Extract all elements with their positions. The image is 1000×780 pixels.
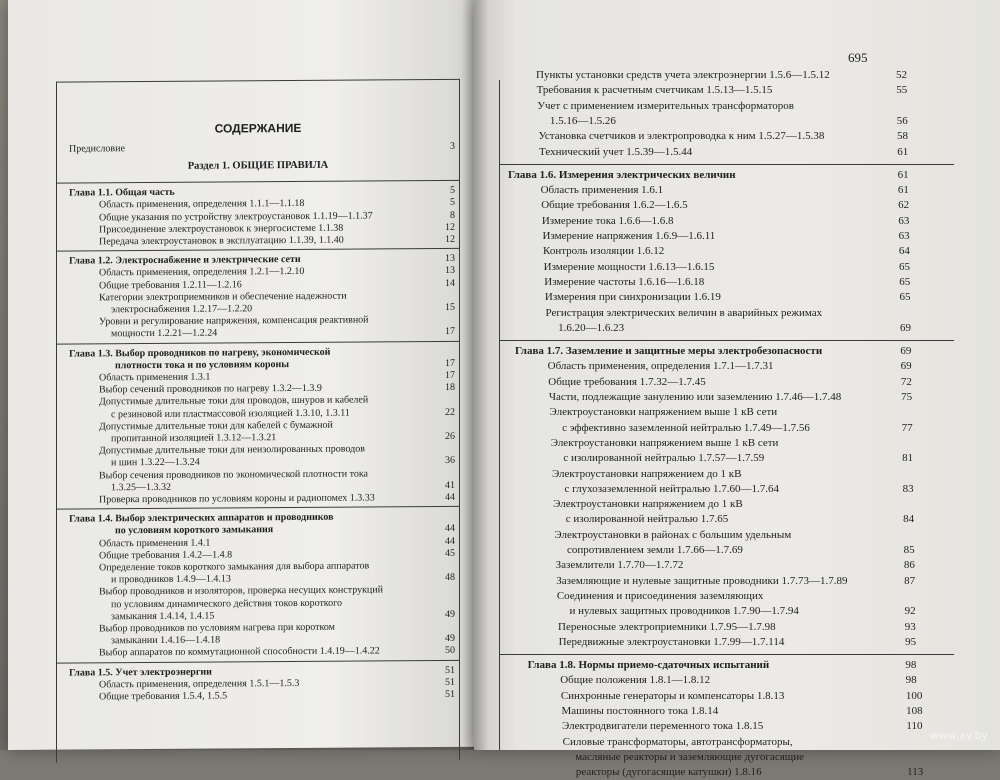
toc-entry-page: 83 bbox=[902, 482, 914, 495]
toc-entry-text: 1.6.20—1.6.23 bbox=[558, 321, 625, 334]
toc-entry-page: 3 bbox=[450, 140, 455, 152]
toc-entry-text: Выбор проводников и изоляторов, проверка несущих конструкций bbox=[99, 584, 383, 598]
toc-entry-page: 58 bbox=[896, 130, 908, 143]
toc-entry-page: 41 bbox=[445, 479, 455, 491]
toc-entry-page: 5 bbox=[450, 185, 455, 197]
toc-entry-page: 75 bbox=[901, 391, 913, 403]
toc-entry-page: 18 bbox=[445, 382, 455, 394]
toc-entry-text: Выбор проводников по условиям нагрева при коротком bbox=[99, 621, 335, 635]
toc-entry-text: и проводников 1.4.9—1.4.13 bbox=[111, 573, 231, 586]
toc-entry-text: Заземлители 1.7.70—1.7.72 bbox=[555, 559, 684, 572]
toc-entry-text: Регистрация электрических величин в аварийных режимах bbox=[545, 306, 823, 319]
toc-entry-page: 61 bbox=[897, 168, 909, 181]
toc-entry-text: Выбор сечений проводников по нагреву 1.3.2—1.3.9 bbox=[99, 382, 322, 396]
toc-entry-text: 1.5.16—1.5.26 bbox=[549, 114, 616, 127]
toc-entry-text: 1.3.25—1.3.32 bbox=[111, 481, 171, 494]
toc-entry-text: с изолированной нейтралью 1.7.57—1.7.59 bbox=[563, 452, 765, 465]
toc-entry-text: Общие требования 1.4.2—1.4.8 bbox=[99, 549, 233, 562]
toc-entry bbox=[523, 750, 993, 765]
toc-entry-page: 85 bbox=[903, 544, 915, 556]
toc-entry-text: и нулевых защитных проводников 1.7.90—1.7.94 bbox=[569, 605, 799, 618]
toc-entry-text: Общие положения 1.8.1—1.8.12 bbox=[560, 674, 711, 687]
toc-entry-text: масляные реакторы и заземляющие дугогасящие bbox=[575, 750, 804, 763]
toc-entry-page: 72 bbox=[900, 375, 912, 388]
toc-entry bbox=[504, 275, 974, 290]
toc-entry-page: 45 bbox=[445, 547, 455, 559]
toc-entry-page: 63 bbox=[898, 230, 910, 242]
toc-entry-text: по условиям динамического действия токов короткого bbox=[111, 597, 343, 610]
toc-entry-page: 5 bbox=[450, 197, 455, 209]
toc-entry-text: Выбор сечения проводников по экономической плотности тока bbox=[99, 468, 368, 481]
toc-entry bbox=[508, 359, 978, 374]
toc-entry-text: Область применения, определения 1.2.1—1.2.10 bbox=[99, 266, 305, 279]
toc-entry-text: Передвижные электроустановки 1.7.99—1.7.114 bbox=[558, 635, 785, 648]
toc-entry-page: 93 bbox=[904, 620, 916, 633]
toc-entry bbox=[514, 528, 984, 543]
toc-entry-page: 61 bbox=[897, 145, 909, 158]
toc-entry bbox=[515, 543, 985, 558]
toc-title: СОДЕРЖАНИЕ bbox=[214, 120, 302, 136]
watermark: www.ay.by bbox=[929, 729, 988, 742]
toc-entry-page: 69 bbox=[900, 345, 912, 358]
toc-entry-page: 65 bbox=[899, 275, 911, 288]
toc-entry-text: с эффективно заземленной нейтралью 1.7.49—1.7.56 bbox=[562, 421, 810, 434]
toc-entry bbox=[57, 688, 459, 705]
toc-entry-page: 98 bbox=[905, 659, 917, 672]
toc-entry-page: 63 bbox=[898, 214, 910, 227]
toc-entry-text: Электроустановки напряжением до 1 кВ bbox=[551, 467, 742, 480]
toc-entry-page: 50 bbox=[445, 645, 455, 657]
toc-entry-page: 22 bbox=[445, 406, 455, 418]
toc-entry-text: Область применения 1.6.1 bbox=[540, 184, 664, 197]
page-number: 695 bbox=[848, 50, 868, 65]
toc-entry-text: Измерения при синхронизации 1.6.19 bbox=[544, 291, 721, 304]
toc-entry-text: Электроустановки напряжением до 1 кВ bbox=[553, 498, 743, 511]
toc-entry-text: с изолированной нейтралью 1.7.65 bbox=[565, 513, 729, 526]
toc-entry-page: 110 bbox=[906, 720, 923, 733]
toc-entry-page: 51 bbox=[445, 664, 455, 676]
toc-entry bbox=[57, 491, 459, 508]
toc-entry bbox=[501, 183, 971, 198]
toc-entry-text: Общие требования 1.5.4, 1.5.5 bbox=[99, 690, 228, 703]
toc-entry-page: 17 bbox=[445, 326, 455, 338]
toc-entry-page: 12 bbox=[445, 233, 455, 245]
toc-entry-text: Предисловие bbox=[69, 143, 125, 155]
toc-entry-text: сопротивлением земли 1.7.66—1.7.69 bbox=[567, 544, 743, 556]
toc-entry-text: Проверка проводников по условиям короны и радиопомех 1.3.33 bbox=[99, 492, 375, 506]
toc-entry bbox=[497, 99, 967, 114]
toc-entry-text: Требования к расчетным счетчикам 1.5.13—1.5.15 bbox=[536, 84, 773, 97]
toc-entry-page: 44 bbox=[445, 535, 455, 547]
toc-entry-page: 62 bbox=[898, 199, 910, 212]
toc-entry bbox=[509, 405, 979, 420]
toc-entry bbox=[504, 260, 974, 275]
toc-entry-page: 92 bbox=[904, 605, 916, 618]
toc-entry-text: Глава 1.5. Учет электроэнергии bbox=[69, 666, 212, 679]
toc-entry-text: Машины постоянного тока 1.8.14 bbox=[561, 705, 719, 717]
toc-entry bbox=[57, 325, 459, 342]
toc-entry bbox=[521, 704, 991, 719]
toc-entry bbox=[497, 83, 967, 98]
toc-entry-page: 52 bbox=[896, 69, 907, 81]
toc-entry-text: Допустимые длительные токи для проводов, шнуров и кабелей bbox=[99, 394, 369, 408]
toc-entry bbox=[523, 735, 993, 750]
toc-entry-text: и шин 1.3.22—1.3.24 bbox=[111, 457, 200, 469]
toc-entry bbox=[522, 719, 992, 734]
toc-entry-page: 108 bbox=[906, 705, 923, 717]
toc-entry-page: 17 bbox=[445, 357, 455, 369]
toc-entry-text: Передача электроустановок в эксплуатацию 1.1.39, 1.1.40 bbox=[99, 234, 344, 248]
toc-entry-text: Части, подлежащие занулению или заземлению 1.7.46—1.7.48 bbox=[548, 391, 842, 403]
toc-entry-text: Выбор аппаратов по коммутационной способности 1.4.19—1.4.22 bbox=[99, 645, 380, 659]
toc-entry-page: 15 bbox=[445, 301, 455, 313]
toc-entry-text: Измерение напряжения 1.6.9—1.6.11 bbox=[542, 230, 716, 242]
toc-entry-text: Допустимые длительные токи для кабелей с бумажной bbox=[99, 419, 333, 433]
toc-entry-page: 84 bbox=[903, 513, 915, 526]
toc-entry bbox=[510, 421, 980, 436]
toc-entry-text: Область применения, определения 1.5.1—1.5.3 bbox=[99, 677, 300, 691]
toc-entry bbox=[518, 620, 988, 635]
toc-entry-text: Пункты установки средств учета электроэнергии 1.5.6—1.5.12 bbox=[536, 69, 830, 81]
toc-entry bbox=[502, 214, 972, 229]
toc-entry bbox=[498, 114, 968, 129]
toc-entry-page: 12 bbox=[445, 221, 455, 233]
toc-entry-text: Категории электроприемников и обеспечение надежности bbox=[99, 290, 347, 304]
toc-entry-page: 95 bbox=[905, 635, 917, 648]
toc-entry bbox=[506, 306, 976, 321]
toc-entry bbox=[57, 140, 459, 157]
toc-entry bbox=[498, 129, 968, 144]
toc-entry-page: 98 bbox=[905, 674, 917, 687]
toc-entry bbox=[514, 512, 984, 527]
toc-entry bbox=[501, 198, 971, 213]
toc-entry bbox=[506, 321, 976, 336]
toc-entry bbox=[511, 451, 981, 466]
toc-entry-text: Область применения 1.3.1 bbox=[99, 371, 211, 384]
toc-entry-text: Электроустановки в районах с большим удельным bbox=[554, 528, 792, 541]
toc-entry-text: Область применения, определения 1.1.1—1.1.18 bbox=[99, 198, 305, 211]
toc-entry-page: 69 bbox=[900, 360, 912, 373]
toc-entry-page: 56 bbox=[896, 114, 908, 127]
toc-entry bbox=[519, 635, 989, 650]
toc-entry-text: замыкания 1.4.14, 1.4.15 bbox=[111, 610, 215, 623]
toc-entry-text: Измерение мощности 1.6.13—1.6.15 bbox=[543, 260, 715, 273]
toc-entry-page: 100 bbox=[905, 689, 923, 702]
toc-entry-text: по условиям короткого замыкания bbox=[115, 524, 274, 537]
toc-entry-text: плотности тока и по условиям короны bbox=[115, 358, 290, 372]
toc-entry-page: 86 bbox=[903, 559, 915, 572]
toc-entry bbox=[57, 233, 459, 250]
toc-entry bbox=[503, 244, 973, 259]
toc-entry bbox=[502, 229, 972, 244]
toc-entry-text: Соединения и присоединения заземляющих bbox=[556, 589, 764, 602]
toc-entry-page: 48 bbox=[445, 572, 455, 584]
toc-entry-page: 44 bbox=[445, 523, 455, 535]
toc-entry-page: 36 bbox=[445, 455, 455, 467]
toc-frame-left-edge bbox=[499, 80, 500, 750]
toc-entry-text: Заземляющие и нулевые защитные проводники 1.7.73—1.7.89 bbox=[556, 574, 848, 587]
toc-entry-text: электроснабжения 1.2.17—1.2.20 bbox=[111, 303, 253, 316]
toc-entry-text: Определение токов короткого замыкания для выбора аппаратов bbox=[99, 560, 370, 574]
toc-entry bbox=[509, 390, 979, 405]
toc-entry-page: 44 bbox=[445, 491, 455, 503]
toc-entry-text: Технический учет 1.5.39—1.5.44 bbox=[539, 145, 693, 158]
toc-entry-page: 14 bbox=[445, 277, 455, 289]
toc-entry-page: 26 bbox=[445, 430, 455, 442]
toc-entry bbox=[499, 145, 969, 160]
toc-entry-text: Уровни и регулирование напряжения, компенсация реактивной bbox=[99, 314, 369, 328]
toc-entry-text: Электродвигатели переменного тока 1.8.15 bbox=[562, 720, 764, 733]
toc-entry-text: с резиновой или пластмассовой изоляцией 1.3.10, 1.3.11 bbox=[111, 407, 350, 420]
toc-entry-text: Общие требования 1.2.11—1.2.16 bbox=[99, 278, 242, 291]
toc-entry-text: Учет с применением измерительных трансформаторов bbox=[537, 99, 794, 112]
toc-entry-page: 49 bbox=[445, 608, 455, 620]
chapter-divider bbox=[499, 654, 954, 655]
toc-entry-page: 13 bbox=[445, 265, 455, 277]
toc-entry-text: пропитанной изоляцией 1.3.12—1.3.21 bbox=[111, 432, 277, 445]
toc-entry-text: Раздел 1. ОБЩИЕ ПРАВИЛА bbox=[187, 159, 329, 172]
toc-entry-page: 87 bbox=[904, 574, 916, 587]
toc-entry-page: 113 bbox=[907, 766, 924, 779]
toc-frame bbox=[56, 79, 460, 763]
toc-entry bbox=[516, 558, 986, 573]
toc-entry-text: Глава 1.6. Измерения электрических величин bbox=[507, 168, 736, 181]
toc-entry-text: Электроустановки напряжением выше 1 кВ сети bbox=[549, 406, 778, 419]
toc-entry-text: Глава 1.4. Выбор электрических аппаратов и проводников bbox=[69, 511, 334, 525]
chapter-divider bbox=[499, 340, 954, 341]
toc-entry bbox=[524, 765, 994, 780]
toc-entry-page: 64 bbox=[898, 245, 910, 258]
toc-entry-text: Глава 1.2. Электроснабжение и электрические сети bbox=[69, 254, 301, 267]
toc-entry-text: Область применения, определения 1.7.1—1.7.31 bbox=[547, 360, 774, 373]
toc-entry-text: Общие требования 1.7.32—1.7.45 bbox=[548, 375, 706, 388]
right-page bbox=[474, 0, 1000, 779]
toc-entry-page: 8 bbox=[450, 209, 455, 221]
toc-entry-page: 65 bbox=[899, 291, 911, 304]
toc-entry-text: Синхронные генераторы и компенсаторы 1.8.13 bbox=[560, 689, 785, 702]
toc-entry-page: 69 bbox=[900, 321, 912, 334]
toc-entry-text: Глава 1.8. Нормы приемо-сдаточных испытаний bbox=[527, 659, 770, 672]
toc-entry-page: 65 bbox=[899, 260, 911, 273]
toc-entry-text: Электроустановки напряжением выше 1 кВ сети bbox=[550, 436, 779, 449]
toc-entry-text: Глава 1.1. Общая часть bbox=[69, 187, 175, 199]
toc-entry bbox=[521, 689, 991, 704]
toc-entry-text: Область применения 1.4.1 bbox=[99, 537, 211, 549]
toc-entry-text: с глухозаземленной нейтралью 1.7.60—1.7.64 bbox=[564, 482, 779, 495]
toc-entry bbox=[57, 158, 459, 175]
left-page bbox=[8, 0, 474, 750]
toc-entry bbox=[520, 658, 990, 673]
toc-entry-text: замыкании 1.4.16—1.4.18 bbox=[111, 634, 221, 647]
toc-entry bbox=[496, 68, 966, 83]
toc-entry-text: Допустимые длительные токи для неизолированных проводов bbox=[99, 443, 365, 457]
toc-entry bbox=[513, 497, 983, 512]
toc-entry-page: 13 bbox=[445, 253, 455, 265]
toc-entry bbox=[520, 673, 990, 688]
toc-entry bbox=[517, 604, 987, 619]
toc-entry-text: Общие указания по устройству электроустановок 1.1.19—1.1.37 bbox=[99, 210, 373, 223]
toc-entry-page: 51 bbox=[445, 688, 455, 700]
toc-entry bbox=[517, 589, 987, 604]
chapter-divider bbox=[499, 164, 954, 165]
toc-entry-text: Глава 1.3. Выбор проводников по нагреву, экономической bbox=[69, 346, 331, 360]
chapter-divider bbox=[57, 180, 459, 184]
toc-entry bbox=[505, 290, 975, 305]
toc-entry bbox=[500, 168, 970, 183]
toc-entry bbox=[516, 574, 986, 589]
toc-entry-text: Контроль изоляции 1.6.12 bbox=[543, 245, 665, 258]
toc-entry-page: 51 bbox=[445, 676, 455, 688]
toc-entry bbox=[513, 482, 983, 497]
toc-entry-page: 77 bbox=[901, 421, 913, 434]
toc-entry bbox=[512, 467, 982, 482]
toc-entry-text: Глава 1.7. Заземление и защитные меры электробезопасности bbox=[515, 345, 823, 358]
toc-entry bbox=[508, 375, 978, 390]
toc-entry-page: 81 bbox=[902, 452, 914, 465]
toc-entry-text: Установка счетчиков и электропроводка к ним 1.5.27—1.5.38 bbox=[538, 130, 825, 143]
toc-entry-text: Измерение частоты 1.6.16—1.6.18 bbox=[544, 275, 705, 288]
toc-entry-page: 17 bbox=[445, 369, 455, 381]
toc-entry-page: 61 bbox=[897, 184, 909, 197]
toc-entry-page: 49 bbox=[445, 633, 455, 645]
toc-entry bbox=[511, 436, 981, 451]
toc-entry bbox=[507, 344, 977, 359]
toc-entry-text: Силовые трансформаторы, автотрансформаторы, bbox=[562, 735, 793, 748]
toc-entry-text: Переносные электроприемники 1.7.95—1.7.98 bbox=[558, 620, 776, 633]
toc-entry-page: 55 bbox=[896, 84, 908, 97]
toc-entry bbox=[57, 644, 459, 661]
toc-entry-text: Общие требования 1.6.2—1.6.5 bbox=[541, 199, 688, 212]
toc-entry-text: мощности 1.2.21—1.2.24 bbox=[111, 327, 218, 340]
toc-entry-text: Присоединение электроустановок к энергосистеме 1.1.38 bbox=[99, 222, 344, 236]
toc-entry-text: реакторы (дугогасящие катушки) 1.8.16 bbox=[575, 766, 762, 779]
toc-entry-text: Измерение тока 1.6.6—1.6.8 bbox=[541, 214, 674, 227]
